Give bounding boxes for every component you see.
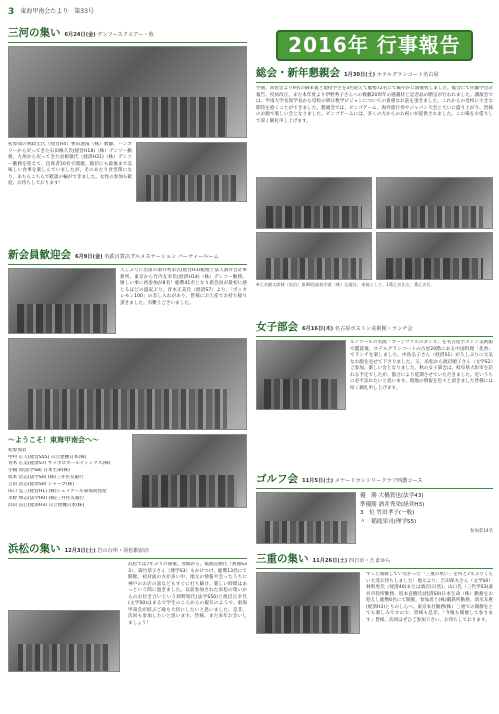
- section-header: [256, 552, 493, 569]
- section-title: ゴルフ会: [256, 473, 298, 485]
- list-item: 小橋 真(法学S8) 日本生命(株): [8, 468, 70, 474]
- banner-title: 2016年 行事報告: [276, 30, 473, 61]
- list-item: 吉田 浩志(経済S0) シャープ(株): [8, 482, 75, 488]
- photo-mikawa-table: [136, 142, 247, 202]
- section-date: 1月30日(土): [344, 72, 376, 78]
- list-item: 〃 稲滝栄司(理学S5): [360, 519, 417, 526]
- issue-number: 第33号: [74, 7, 94, 15]
- section-venue: 岩の台所・浜松駅前店: [97, 548, 150, 554]
- list-item: 中村 正人(経営S55) 日立建機日本(株): [8, 454, 87, 460]
- photo-ladies: [256, 340, 346, 410]
- section-text: ルノワールの名画「ブージヴァルのダンス」を名古屋ボストン美術館で鑑賞後、ホテルグランコートの古屋20階にある中国料理「花香」でランチを楽しました。中島弘子さん（経済S1）が久しぶりに元気なお顔を見せて下さりました。又、浜松から渡辺順子さん（文学S2）ご参加。楽しい会となりました。秋の女子部会は、岐阜県大垣市を訪れる予定でしたが、都合により延期させていただきました。近いうちに必ず訪れたいと思います。現地の情報を色々と頂きました皆様には厚く御礼申し上げます。: [350, 340, 493, 391]
- section-venue: 名古屋ボストン美術館・ランチ会: [334, 326, 413, 332]
- section-text: 浜松では7年ぶりの開催。豊橋から、亀頭直樹氏（教養S33）、森竹恭子さん（理学S3）もかけつけ、総勢13名にて開催。初対面の方が多い中、地元の情報や会ったうちに神戸のお店の話などもすぐに打ち解け、楽しい時間はあっという間に過ぎました。以前参加された浜松の集いからのお付き合いという岡野瑞氏(法学S50)と渡辺正幸氏(文学S0)はまるで学生のころからの親友のようで、東海甲南会が結ぶご縁も大切にしたいと思いました。是非、次回も参加したいと思います。皆様、また来年お会いしましょう！: [128, 562, 247, 626]
- section-mikawa: [8, 26, 247, 244]
- section-venue: 名鉄百貨店グルメステーション パーティールーム: [104, 254, 219, 260]
- welcome-title: ～ようこそ！東海甲南会へ～: [8, 436, 99, 445]
- section-hamamatsu: [8, 542, 247, 692]
- list-item: 青木 正美(経済S7) サッポロホールディングス(株): [8, 461, 111, 467]
- welcome-box: [8, 434, 128, 509]
- section-title: 三河の集い: [8, 27, 61, 39]
- list-item: 田口 弘三(経営H1) (株)ジェイアール東海高島屋: [8, 488, 107, 494]
- section-header: [256, 472, 493, 489]
- section-venue: 四日市・たまゆら: [348, 558, 391, 564]
- section-header: [256, 320, 493, 337]
- page-number: 3: [8, 6, 15, 17]
- section-title: 女子部会: [256, 321, 298, 333]
- section-title: 総会・新年懇親会: [256, 67, 340, 79]
- photo-mie-group: [256, 572, 360, 634]
- photo-newyear-1: [256, 177, 372, 229]
- section-date: 11月26日(土): [312, 558, 348, 564]
- section-mie: [256, 552, 493, 692]
- photo-caption: ※乙名健太郎様（宿泊）第46回高校卒業（株）弘電社、来賓として、1番乙名氏左、番乙名氏: [256, 282, 431, 288]
- photo-hamamatsu-group: [8, 610, 120, 672]
- list-item: 水野 博志(法学H0) (株)三井住友銀行: [8, 495, 85, 501]
- list-item: 坂本 浩志(法学S0) (株)三井住友銀行: [8, 475, 84, 481]
- section-date: 6月9日(金): [75, 254, 103, 260]
- photo-newmember-group: [8, 338, 247, 430]
- section-date: 12月3日(土): [64, 548, 96, 554]
- member-list: [8, 448, 128, 510]
- list-item: 準優勝 酒井秀栄(経営H3): [360, 501, 425, 508]
- photo-newmember-1: [8, 268, 116, 334]
- section-title: 新会員歓迎会: [8, 249, 71, 261]
- photo-mikawa-group: [8, 46, 247, 138]
- photo-newyear-2: [376, 177, 493, 229]
- section-date: 11月5日(土): [302, 478, 334, 484]
- section-newmember: [8, 248, 247, 538]
- section-text: 初参加の林政宏氏（経営H4）曹田週南（株）数藤、ハンガリーから戻ってきた石田嶋久氏(経営H18)（株）デンソー勤務、九州から戻ってきた岩根敏氏（経済H21)（株）デンソー勤務を迎えて、出席者10名で開催。親切にも最後まで美味しい食事を楽しんでいましたが、そのあたり食堂閉になり、あちらこちらで歓談の輪ができました。女性の参加も歓迎、お待ちしております！: [8, 142, 132, 187]
- section-header: [8, 26, 247, 43]
- section-header: [8, 542, 247, 559]
- section-venue: メナードカントリークラブ西濃コース: [334, 478, 423, 484]
- section-venue: デンソースクエアー・煎: [97, 32, 154, 38]
- section-text: 久しぶりに出席の酒井秀栄氏(経営H3)税理士法人酒井会計事務所、東京から竹内友幸氏(経済H14)（株）デンソー勤務、嬉しい事に初参加が8名！総勢41名となり新会員が最初に感じるほどの盛況ぶり。青木正美氏（経済S7）より、「ボッカレモン100」の差し入れがあり、皆様にお土産でお持ち帰り頂きました。有難うございました。: [120, 268, 247, 306]
- photo-newyear-3: [256, 232, 372, 280]
- golf-results: [360, 492, 493, 544]
- list-item: 優 勝 大橋賀也(法学43): [360, 493, 424, 500]
- section-newyear: [256, 66, 493, 316]
- section-text: ずっと開催していなかった「三重の集い」を何と7年ぶりくらい大変お待ちしました！地元より、吉田保夫さん（文学S0）林和男氏（経済40)または酒店(日営)、山口氏（三代学S3)桑名市役所勤務、坂本直樹氏(経済S0)日本生命（株）勤務をお迎えし総勢6名にて開催。参加者と(株)鍛鉄所勤務、清水友惠(経済H3)とりのしらべ。東京本社勤務(株）三重での開催をとても楽しみですので、皆様も是非、「今後も開催して参ります」皆様、次回はぜひご参加下さい。お待ちしております。: [366, 572, 493, 623]
- section-golf: [256, 472, 493, 548]
- section-text: 学園、同窓会より9名の御来賓と現役学生を3名迎えて総勢72名にて賑やかに開催致しました。総会にて佐藤学会計報告、役員改正、また本年度より伊野秀子さんへの数頼20周年の感謝状と記念品の贈呈が行われました。講演会では、甲南大学長坂学長から母校の明日数学ビジョンについての貴重なお話を頂きました。これからの母校に大きな期待を抱くことができました。懇親会では、ビンゴゲーム、海外旅行券やジャパン大会と大いに盛り上がり、皆様のお顔で楽しい会となりました。ビンゴゲームには、多くの方からのお祝いが提供されました。この場をお借りして厚く御礼申し上げます。: [256, 86, 493, 124]
- member-list-label: 初参加者: [8, 447, 27, 453]
- right-column: [256, 66, 493, 696]
- section-title: 三重の集い: [256, 553, 309, 565]
- list-item: 3 位 竹田孝子(一般): [360, 510, 415, 517]
- photo-golf: [256, 492, 356, 544]
- section-venue: ホテルグランコート名古屋: [376, 72, 439, 78]
- golf-participants: 参加者14名: [469, 528, 493, 534]
- section-header: [8, 248, 247, 265]
- section-date: 6月16日(木): [302, 326, 334, 332]
- section-date: 6月24日(金): [64, 32, 96, 38]
- photo-newmembers-lineup: [132, 434, 247, 508]
- section-header: [256, 66, 493, 83]
- list-item: 浜田 直巳(経済H3) 日立建機日本(株): [8, 502, 85, 508]
- section-ladies: [256, 320, 493, 468]
- publication-name: 東海甲南会たより: [20, 7, 69, 15]
- left-column: [8, 26, 247, 696]
- banner: [256, 30, 493, 60]
- photo-newyear-4: [376, 232, 493, 280]
- page-header: [8, 6, 94, 18]
- section-title: 浜松の集い: [8, 543, 61, 555]
